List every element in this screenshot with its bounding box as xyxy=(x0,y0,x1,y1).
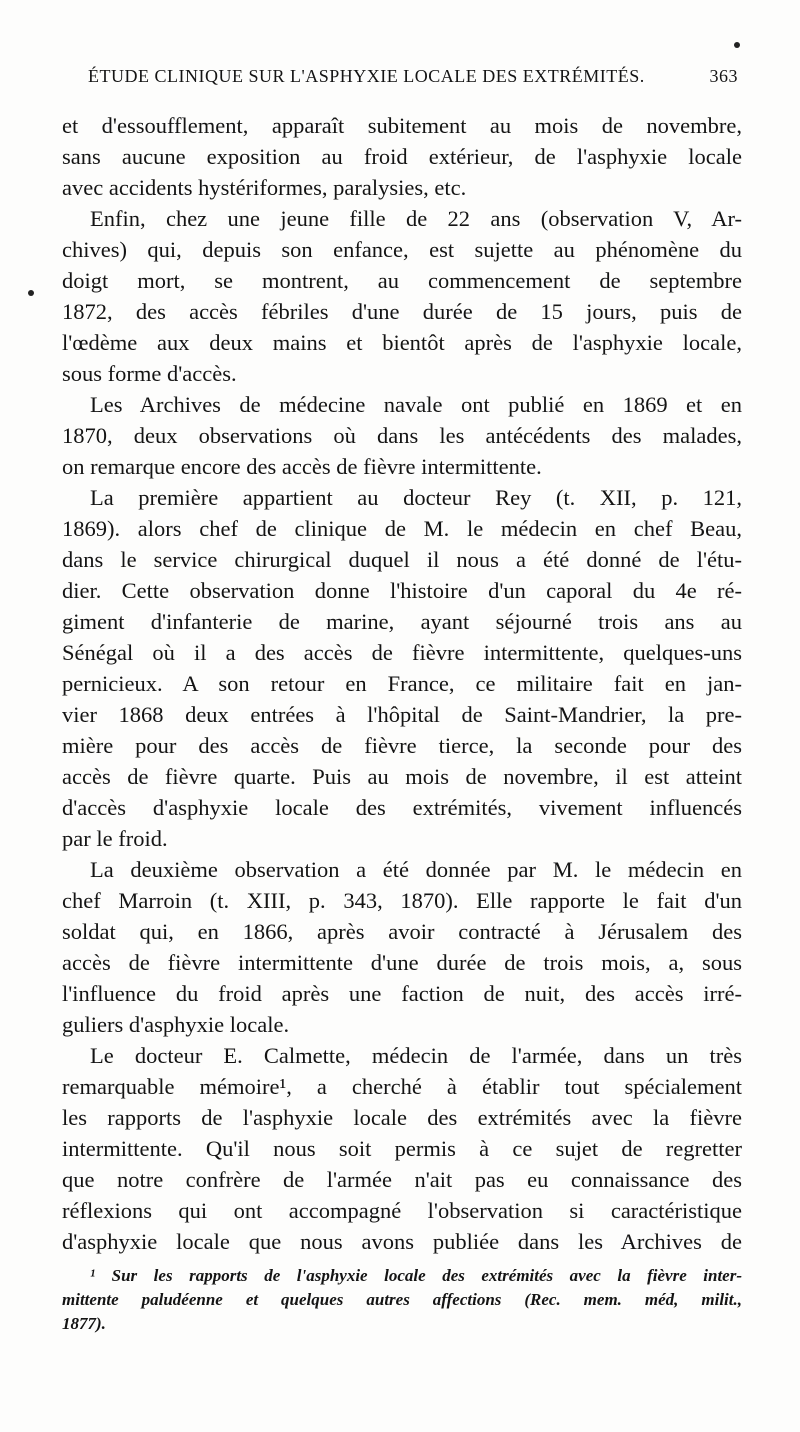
text-line: giment d'infanterie de marine, ayant séjourné trois ans au xyxy=(62,609,742,634)
text-line: mière pour des accès de fièvre tierce, la seconde pour des xyxy=(62,733,742,758)
text-line: l'influence du froid après une faction de nuit, des accès irré- xyxy=(62,981,742,1006)
text-line: 1872, des accès fébriles d'une durée de 15 jours, puis de xyxy=(62,299,742,324)
text-line: accès de fièvre quarte. Puis au mois de novembre, il est atteint xyxy=(62,764,742,789)
text-line: les rapports de l'asphyxie locale des extrémités avec la fièvre xyxy=(62,1105,742,1130)
text-line: chef Marroin (t. XIII, p. 343, 1870). Elle rapporte le fait d'un xyxy=(62,888,742,913)
text-line: sans aucune exposition au froid extérieur, de l'asphyxie locale xyxy=(62,144,742,169)
text-line: par le froid. xyxy=(62,826,168,851)
text-line: Sénégal où il a des accès de fièvre intermittente, quelques-uns xyxy=(62,640,742,665)
running-header xyxy=(60,66,738,96)
text-line: doigt mort, se montrent, au commencement de septembre xyxy=(62,268,742,293)
text-line: d'accès d'asphyxie locale des extrémités, vivement influencés xyxy=(62,795,742,820)
text-line: Les Archives de médecine navale ont publié en 1869 et en xyxy=(90,392,742,417)
text-line: 1869). alors chef de clinique de M. le médecin en chef Beau, xyxy=(62,516,742,541)
text-line: guliers d'asphyxie locale. xyxy=(62,1012,290,1037)
text-line: et d'essoufflement, apparaît subitement au mois de novembre, xyxy=(62,113,742,138)
text-line: l'œdème aux deux mains et bientôt après de l'asphyxie locale, xyxy=(62,330,742,355)
text-line: intermittente. Qu'il nous soit permis à ce sujet de regretter xyxy=(62,1136,742,1161)
footnote-line: 1877). xyxy=(62,1314,106,1333)
text-line: avec accidents hystériformes, paralysies, etc. xyxy=(62,175,467,200)
text-line: que notre confrère de l'armée n'ait pas eu connaissance des xyxy=(62,1167,742,1192)
running-title: ÉTUDE CLINIQUE SUR L'ASPHYXIE LOCALE DES EXTRÉMITÉS. xyxy=(88,66,645,86)
footnote-line: ¹ Sur les rapports de l'asphyxie locale des extrémités avec la fièvre inter- xyxy=(90,1266,742,1285)
page-number: 363 xyxy=(709,66,738,86)
footnote-line: mittente paludéenne et quelques autres affections (Rec. mem. méd, milit., xyxy=(62,1290,742,1309)
text-line: dier. Cette observation donne l'histoire d'un caporal du 4e ré- xyxy=(62,578,742,603)
print-speck xyxy=(734,42,740,48)
text-line: dans le service chirurgical duquel il nous a été donné de l'étu- xyxy=(62,547,742,572)
text-line: 1870, deux observations où dans les antécédents des malades, xyxy=(62,423,742,448)
text-line: Le docteur E. Calmette, médecin de l'armée, dans un très xyxy=(90,1043,742,1068)
text-line: remarquable mémoire¹, a cherché à établir tout spécialement xyxy=(62,1074,742,1099)
text-line: soldat qui, en 1866, après avoir contracté à Jérusalem des xyxy=(62,919,742,944)
text-line: réflexions qui ont accompagné l'observation si caractéristique xyxy=(62,1198,742,1223)
text-line: pernicieux. A son retour en France, ce militaire fait en jan- xyxy=(62,671,742,696)
text-line: La première appartient au docteur Rey (t. XII, p. 121, xyxy=(90,485,742,510)
text-line: accès de fièvre intermittente d'une durée de trois mois, a, sous xyxy=(62,950,742,975)
text-line: sous forme d'accès. xyxy=(62,361,237,386)
text-line: vier 1868 deux entrées à l'hôpital de Saint-Mandrier, la pre- xyxy=(62,702,742,727)
text-line: d'asphyxie locale que nous avons publiée dans les Archives de xyxy=(62,1229,742,1254)
text-line: chives) qui, depuis son enfance, est sujette au phénomène du xyxy=(62,237,742,262)
text-line: Enfin, chez une jeune fille de 22 ans (observation V, Ar- xyxy=(90,206,742,231)
print-speck xyxy=(28,290,34,296)
text-line: on remarque encore des accès de fièvre intermittente. xyxy=(62,454,542,479)
text-line: La deuxième observation a été donnée par M. le médecin en xyxy=(90,857,742,882)
